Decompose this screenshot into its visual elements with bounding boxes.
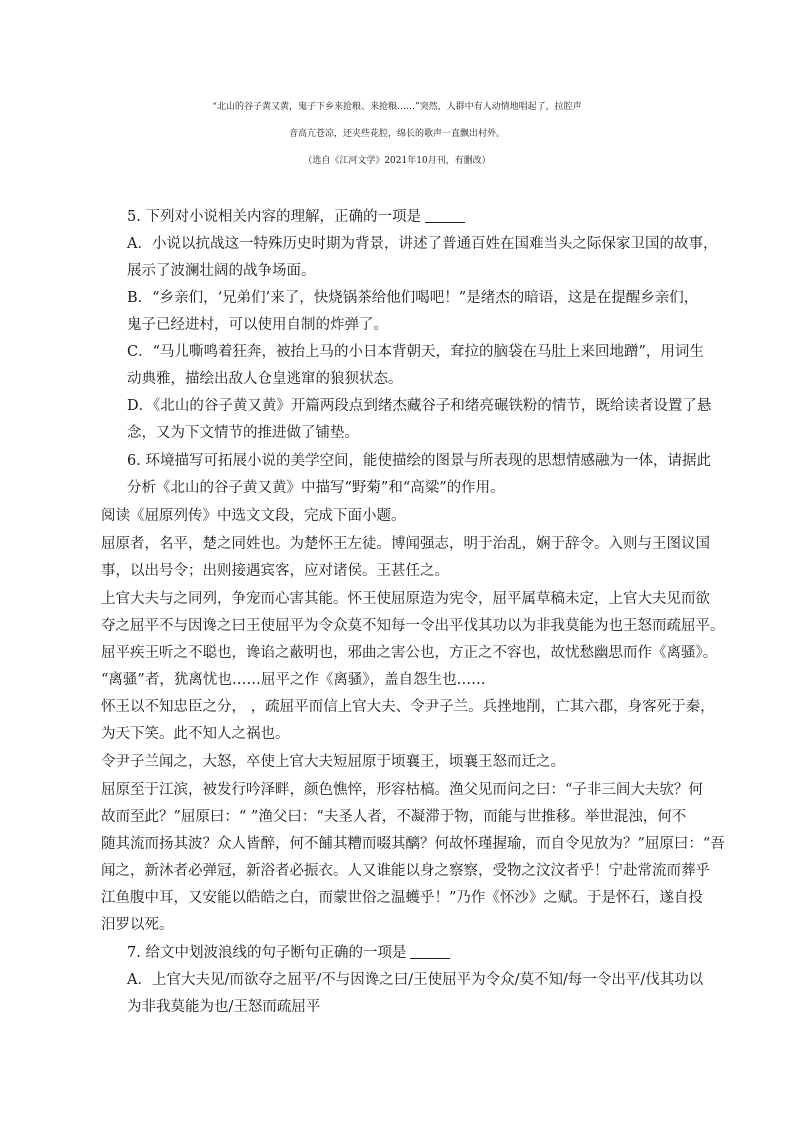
- reading-p5-line-6: 汨罗以死。: [101, 917, 174, 933]
- reading-p5-line-4: 闻之，新沐者必弹冠，新浴者必振衣。人又谁能以身之察察，受物之汶汶者乎！宁赴常流而葬乎: [101, 863, 710, 879]
- reading-p3-line-1: 怀王以不知忠臣之分， ，疏屈平而信上官大夫、令尹子兰。兵挫地削，亡其六郡，身客死于秦，: [101, 699, 715, 715]
- reading-p2-line-4: “离骚”者，犹离忧也……屈平之作《离骚》，盖自怨生也……: [101, 672, 486, 688]
- q6-line-2: 分析《北山的谷子黄又黄》中描写“野菊”和“高粱”的作用。: [127, 480, 505, 496]
- answer-blank[interactable]: [425, 208, 465, 223]
- q7-option-a-line-1: A．上官大夫见/而欲夺之屈平/不与因谗之曰/王使屈平为令众/莫不知/每一令出平/伐其功以: [127, 972, 704, 988]
- reading-p2-line-1: 上官大夫与之同列，争宠而心害其能。怀王使屈原造为宪令，屈平属草稿未定，上官大夫见而欲: [101, 591, 710, 607]
- reading-p5-line-1: 屈原至于江滨，被发行吟泽畔，颜色憔悴，形容枯槁。渔父见而问之曰：“子非三闾大夫欤？何: [101, 782, 703, 798]
- reading-p2-line-2: 夺之屈平不与因谗之曰王使屈平为令众莫不知每一令出平伐其功以为非我莫能为也王怒而疏屈平。: [101, 618, 725, 634]
- q7-stem: 7. 给文中划波浪线的句子断句正确的一项是: [127, 943, 450, 963]
- reading-intro: 阅读《屈原列传》中选文文段，完成下面小题。: [101, 508, 406, 524]
- reading-p2-line-3: 屈平疾王听之不聪也，谗谄之蔽明也，邪曲之害公也，方正之不容也，故忧愁幽思而作《离骚》。: [101, 645, 718, 661]
- passage-tail-line-1: “北山的谷子黄又黄，鬼子下乡来抢粮、来抢粮……”突然，人群中有人动情地唱起了，拉腔声: [212, 102, 582, 112]
- q5-option-d-line-2: 念，又为下文情节的推进做了铺垫。: [127, 425, 359, 441]
- reading-p1-line-1: 屈原者，名平，楚之同姓也。为楚怀王左徒。博闻强志，明于治乱，娴于辞令。入则与王图议国: [101, 536, 710, 552]
- q5-stem: 5. 下列对小说相关内容的理解，正确的一项是: [127, 207, 465, 227]
- q5-option-b-line-1: B．“乡亲们，‘兄弟们’来了，快烧锅茶给他们喝吧！”是绪杰的暗语，这是在提醒乡亲们，: [127, 290, 699, 306]
- q5-option-a-line-2: 展示了波澜壮阔的战争场面。: [127, 263, 316, 279]
- q5-option-c-line-1: C．“马儿嘶鸣着狂奔，被抬上马的小日本背朝天，耷拉的脑袋在马肚上来回地蹭”，用词生: [127, 344, 704, 360]
- reading-p1-line-2: 事，以出号令；出则接遇宾客，应对诸侯。王甚任之。: [101, 563, 449, 579]
- reading-p5-line-2: 故而至此？”屈原曰：“ ”渔父曰：“夫圣人者，不凝滞于物，而能与世推移。举世混浊，何不: [101, 809, 687, 825]
- q5-option-c-line-2: 动典雅，描绘出敌人仓皇逃窜的狼狈状态。: [127, 371, 403, 387]
- q6-line-1: 6. 环境描写可拓展小说的美学空间，能使描绘的图景与所表现的思想情感融为一体，请据此: [127, 453, 711, 469]
- reading-p5-line-5: 江鱼腹中耳，又安能以皓皓之白，而蒙世俗之温蠖乎！”乃作《怀沙》之赋。于是怀石，遂自投: [101, 890, 703, 906]
- reading-p4: 令尹子兰闻之，大怒，卒使上官大夫短屈原于顷襄王，顷襄王怒而迁之。: [101, 754, 565, 770]
- passage-source: （选自《江河文学》2021年10月刊，有删改）: [303, 156, 491, 166]
- reading-p5-line-3: 随其流而扬其波？众人皆醉，何不餔其糟而啜其醨？何故怀瑾握瑜，而自令见放为？”屈原曰：“吾: [101, 836, 725, 852]
- q7-option-a-line-2: 为非我莫能为也/王怒而疏屈平: [127, 999, 321, 1015]
- reading-p3-line-2: 为天下笑。此不知人之祸也。: [101, 726, 290, 742]
- q5-option-d-line-1: D．《北山的谷子黄又黄》开篇两段点到绪杰藏谷子和绪亮碾铁粉的情节，既给读者设置了悬: [127, 398, 712, 414]
- answer-blank[interactable]: [410, 944, 450, 959]
- q5-option-a-line-1: A．小说以抗战这一特殊历史时期为背景，讲述了普通百姓在国难当头之际保家卫国的故事，: [127, 236, 718, 252]
- passage-tail-line-2: 音高亢苍凉，还夹些花腔，绵长的歌声一直飘出村外。: [288, 129, 505, 139]
- q5-option-b-line-2: 鬼子已经进村，可以使用自制的炸弹了。: [127, 317, 388, 333]
